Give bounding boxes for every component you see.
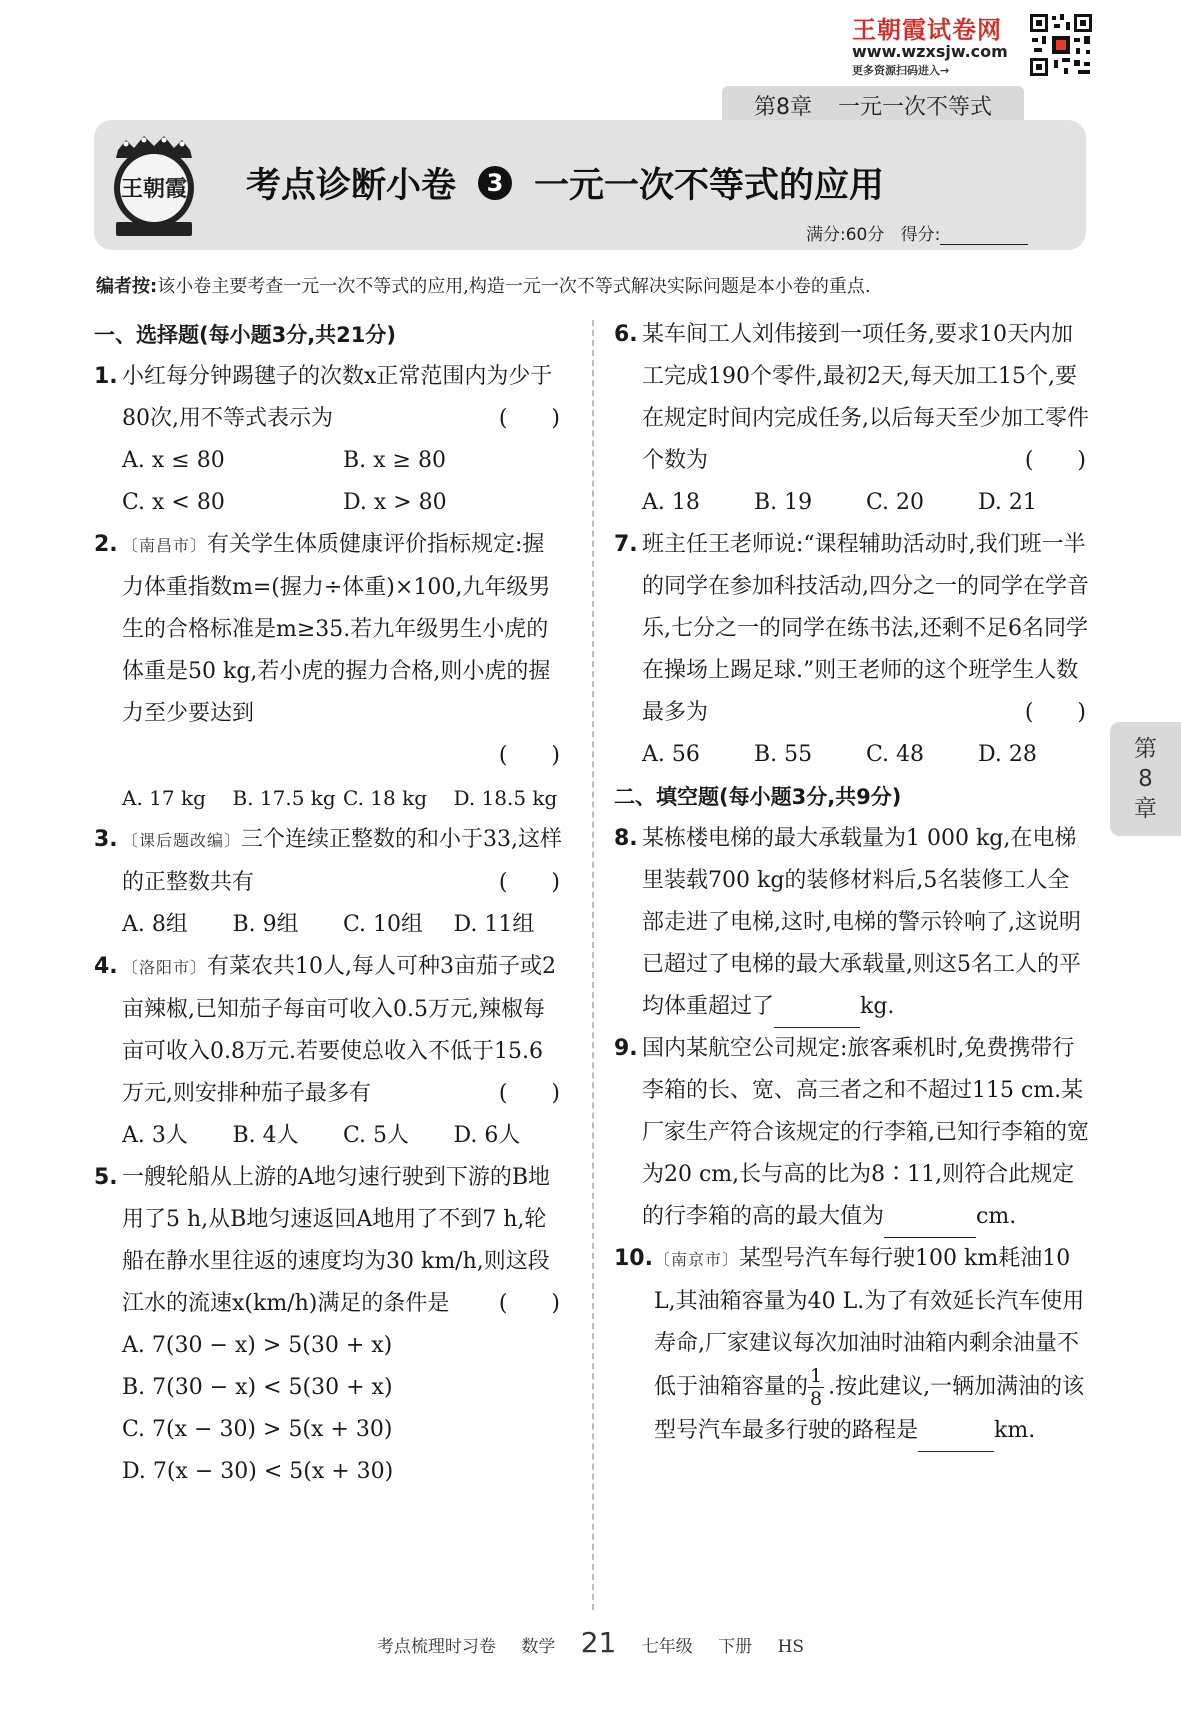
page-footer	[0, 1626, 1181, 1659]
option-b[interactable]: B. 4人	[232, 1123, 299, 1148]
option-a[interactable]: A. 17 kg	[122, 786, 206, 810]
answer-unit: kg.	[860, 994, 895, 1019]
option-d[interactable]: D. 18.5 kg	[453, 786, 558, 810]
title-right: 一元一次不等式的应用	[534, 166, 885, 206]
question-number: 10.	[614, 1246, 653, 1271]
question-4	[94, 946, 564, 1115]
options-row	[94, 482, 564, 524]
question-9	[614, 1028, 1090, 1238]
question-number: 2.	[94, 532, 118, 557]
question-number: 3.	[94, 827, 118, 852]
title-number-badge: 3	[478, 166, 512, 200]
option-c[interactable]: C. 5人	[343, 1123, 410, 1148]
section-choice-title: 一、选择题(每小题3分,共21分)	[94, 323, 397, 347]
footer-edition: HS	[777, 1637, 805, 1657]
score-line	[806, 220, 1028, 245]
editor-note	[96, 272, 871, 298]
question-text-continued: .按此建议,一辆加满油的该型号汽车最多行驶的路程是	[654, 1374, 1085, 1443]
question-number: 1.	[94, 364, 118, 389]
option-d[interactable]: D. 6人	[453, 1123, 521, 1148]
question-text: 班主任王老师说:“课程辅助活动时,我们班一半的同学在参加科技活动,四分之一的同学在学音乐,七分之一的同学在练书法,还剩不足6名同学在操场上踢足球.”则王老师的这个班学生人数最多为	[642, 532, 1089, 725]
option-a[interactable]: A. 8组	[122, 912, 188, 937]
source-tag: 〔课后题改编〕	[122, 831, 242, 850]
option-c[interactable]: C. x < 80	[122, 490, 225, 515]
option-a[interactable]: A. 18	[642, 490, 700, 515]
question-text: 国内某航空公司规定:旅客乘机时,免费携带行李箱的长、宽、高三者之和不超过115 cm.某厂家生产符合该规定的行李箱,已知行李箱的宽为20 cm,长与高的比为8∶11,则符合此规定的行李箱的高的最大值为	[642, 1036, 1089, 1229]
logo-badge-icon	[104, 128, 204, 240]
footer-volume: 下册	[718, 1637, 753, 1657]
question-text: 某车间工人刘伟接到一项任务,要求10天内加工完成190个零件,最初2天,每天加工15个,要在规定时间内完成任务,以后每天至少加工零件个数为	[642, 322, 1089, 473]
editor-note-text: 该小卷主要考查一元一次不等式的应用,构造一元一次不等式解决实际问题是本小卷的重点.	[157, 276, 871, 297]
question-number: 9.	[614, 1036, 638, 1061]
question-number: 6.	[614, 322, 638, 347]
option-d[interactable]: D. 7(x − 30) < 5(x + 30)	[122, 1459, 394, 1484]
question-3	[94, 819, 564, 904]
option-b[interactable]: B. 19	[754, 490, 813, 515]
answer-blank[interactable]	[774, 1003, 860, 1028]
answer-unit: cm.	[976, 1204, 1017, 1229]
brand-name: 王朝霞试卷网	[852, 16, 1002, 44]
options-row	[94, 904, 564, 946]
source-tag: 〔南昌市〕	[122, 536, 208, 555]
option-d[interactable]: D. x > 80	[343, 490, 447, 515]
question-8	[614, 818, 1090, 1028]
option-b[interactable]: B. 17.5 kg	[232, 786, 336, 810]
question-text: 有菜农共10人,每人可种3亩茄子或2亩辣椒,已知茄子每亩可收入0.5万元,辣椒每亩可收入0.8万元.若要使总收入不低于15.6万元,则安排种茄子最多有	[122, 954, 556, 1106]
question-text: 一艘轮船从上游的A地匀速行驶到下游的B地用了5 h,从B地匀速返回A地用了不到7 h,轮船在静水里往返的速度均为30 km/h,则这段江水的流速x(km/h)满足的条件是	[122, 1165, 551, 1316]
right-column	[614, 314, 1090, 1452]
options-row	[94, 777, 564, 819]
column-divider	[592, 320, 594, 1610]
question-number: 5.	[94, 1165, 118, 1190]
option-a[interactable]: A. 56	[642, 742, 700, 767]
options-row	[94, 440, 564, 482]
fraction-denominator: 8	[810, 1388, 823, 1410]
title-left: 考点诊断小卷	[246, 166, 457, 206]
question-10	[614, 1238, 1090, 1452]
option-c[interactable]: C. 48	[866, 742, 925, 767]
option-c[interactable]: C. 10组	[343, 912, 424, 937]
footer-book: 考点梳理时习卷	[376, 1637, 496, 1657]
left-column	[94, 314, 564, 1493]
section-fill-title: 二、填空题(每小题3分,共9分)	[614, 785, 902, 809]
answer-paren[interactable]: ( )	[498, 870, 560, 895]
brand-url[interactable]: www.wzxsjw.com	[852, 42, 1008, 61]
option-b[interactable]: B. x ≥ 80	[343, 448, 446, 473]
option-d[interactable]: D. 28	[978, 742, 1037, 767]
chapter-tab	[722, 86, 1024, 124]
option-d[interactable]: D. 21	[978, 490, 1037, 515]
options-row	[614, 734, 1090, 776]
question-text: 某栋楼电梯的最大承载量为1 000 kg,在电梯里装载700 kg的装修材料后,5名装修工人全部走进了电梯,这时,电梯的警示铃响了,这说明已超过了电梯的最大承载量,则这5名工人的平均体重超过了	[642, 826, 1081, 1019]
footer-subject: 数学	[521, 1637, 556, 1657]
page-title	[246, 158, 884, 208]
option-d[interactable]: D. 11组	[453, 912, 535, 937]
question-number: 8.	[614, 826, 638, 851]
question-text: 某型号汽车每行驶100 km耗油10 L,其油箱容量为40 L.为了有效延长汽车使用寿命,厂家建议每次加油时油箱内剩余油量不低于油箱容量的	[654, 1246, 1085, 1400]
side-tab-char: 章	[1134, 796, 1157, 822]
question-number: 7.	[614, 532, 638, 557]
question-text: 三个连续正整数的和小于33,这样的正整数共有	[122, 827, 563, 895]
answer-blank[interactable]	[918, 1427, 994, 1452]
options-row	[94, 1115, 564, 1157]
answer-paren[interactable]: ( )	[1024, 700, 1086, 725]
chapter-title: 一元一次不等式	[837, 94, 992, 120]
brand-tip: 更多资源扫码进入→	[852, 64, 950, 77]
question-6	[614, 314, 1090, 482]
source-tag: 〔南京市〕	[654, 1250, 740, 1269]
question-2	[94, 524, 564, 777]
question-text: 有关学生体质健康评价指标规定:握力体重指数m=(握力÷体重)×100,九年级男生的合格标准是m≥35.若九年级男生小虎的体重是50 kg,若小虎的握力合格,则小虎的握力至少要达到	[122, 532, 551, 726]
score-blank[interactable]	[940, 228, 1028, 245]
answer-unit: km.	[994, 1418, 1036, 1443]
page-number: 21	[580, 1626, 617, 1659]
options-row	[614, 482, 1090, 524]
logo-text: 王朝霞	[120, 176, 188, 202]
answer-paren[interactable]: ( )	[498, 1291, 560, 1316]
option-b[interactable]: B. 55	[754, 742, 813, 767]
option-c[interactable]: C. 7(x − 30) > 5(x + 30)	[122, 1417, 393, 1442]
footer-grade: 七年级	[641, 1637, 693, 1657]
option-a[interactable]: A. x ≤ 80	[122, 448, 225, 473]
answer-paren[interactable]: ( )	[498, 406, 560, 431]
editor-note-label: 编者按:	[96, 276, 158, 297]
question-text: 小红每分钟踢毽子的次数x正常范围内为少于80次,用不等式表示为	[122, 364, 553, 431]
question-number: 4.	[94, 954, 118, 979]
full-score: 满分:60分	[806, 225, 885, 245]
option-b[interactable]: B. 9组	[232, 912, 299, 937]
option-a[interactable]: A. 7(30 − x) > 5(30 + x)	[122, 1333, 393, 1358]
option-b[interactable]: B. 7(30 − x) < 5(30 + x)	[122, 1375, 393, 1400]
question-7	[614, 524, 1090, 734]
question-5	[94, 1157, 564, 1325]
question-1	[94, 356, 564, 440]
answer-paren[interactable]: ( )	[1024, 448, 1086, 473]
score-label: 得分:	[900, 225, 941, 245]
option-c[interactable]: C. 20	[866, 490, 925, 515]
source-tag: 〔洛阳市〕	[122, 958, 208, 977]
chapter-number: 第8章	[753, 94, 812, 120]
answer-paren[interactable]: ( )	[498, 743, 560, 768]
fraction-numerator: 1	[810, 1365, 823, 1387]
fraction	[808, 1365, 824, 1410]
side-chapter-tab	[1110, 722, 1181, 836]
side-tab-char: 8	[1138, 766, 1153, 792]
answer-blank[interactable]	[884, 1213, 976, 1238]
answer-paren[interactable]: ( )	[498, 1081, 560, 1106]
option-a[interactable]: A. 3人	[122, 1123, 188, 1148]
side-tab-char: 第	[1134, 736, 1157, 762]
option-c[interactable]: C. 18 kg	[343, 786, 428, 810]
qr-code-icon[interactable]	[1028, 12, 1094, 78]
